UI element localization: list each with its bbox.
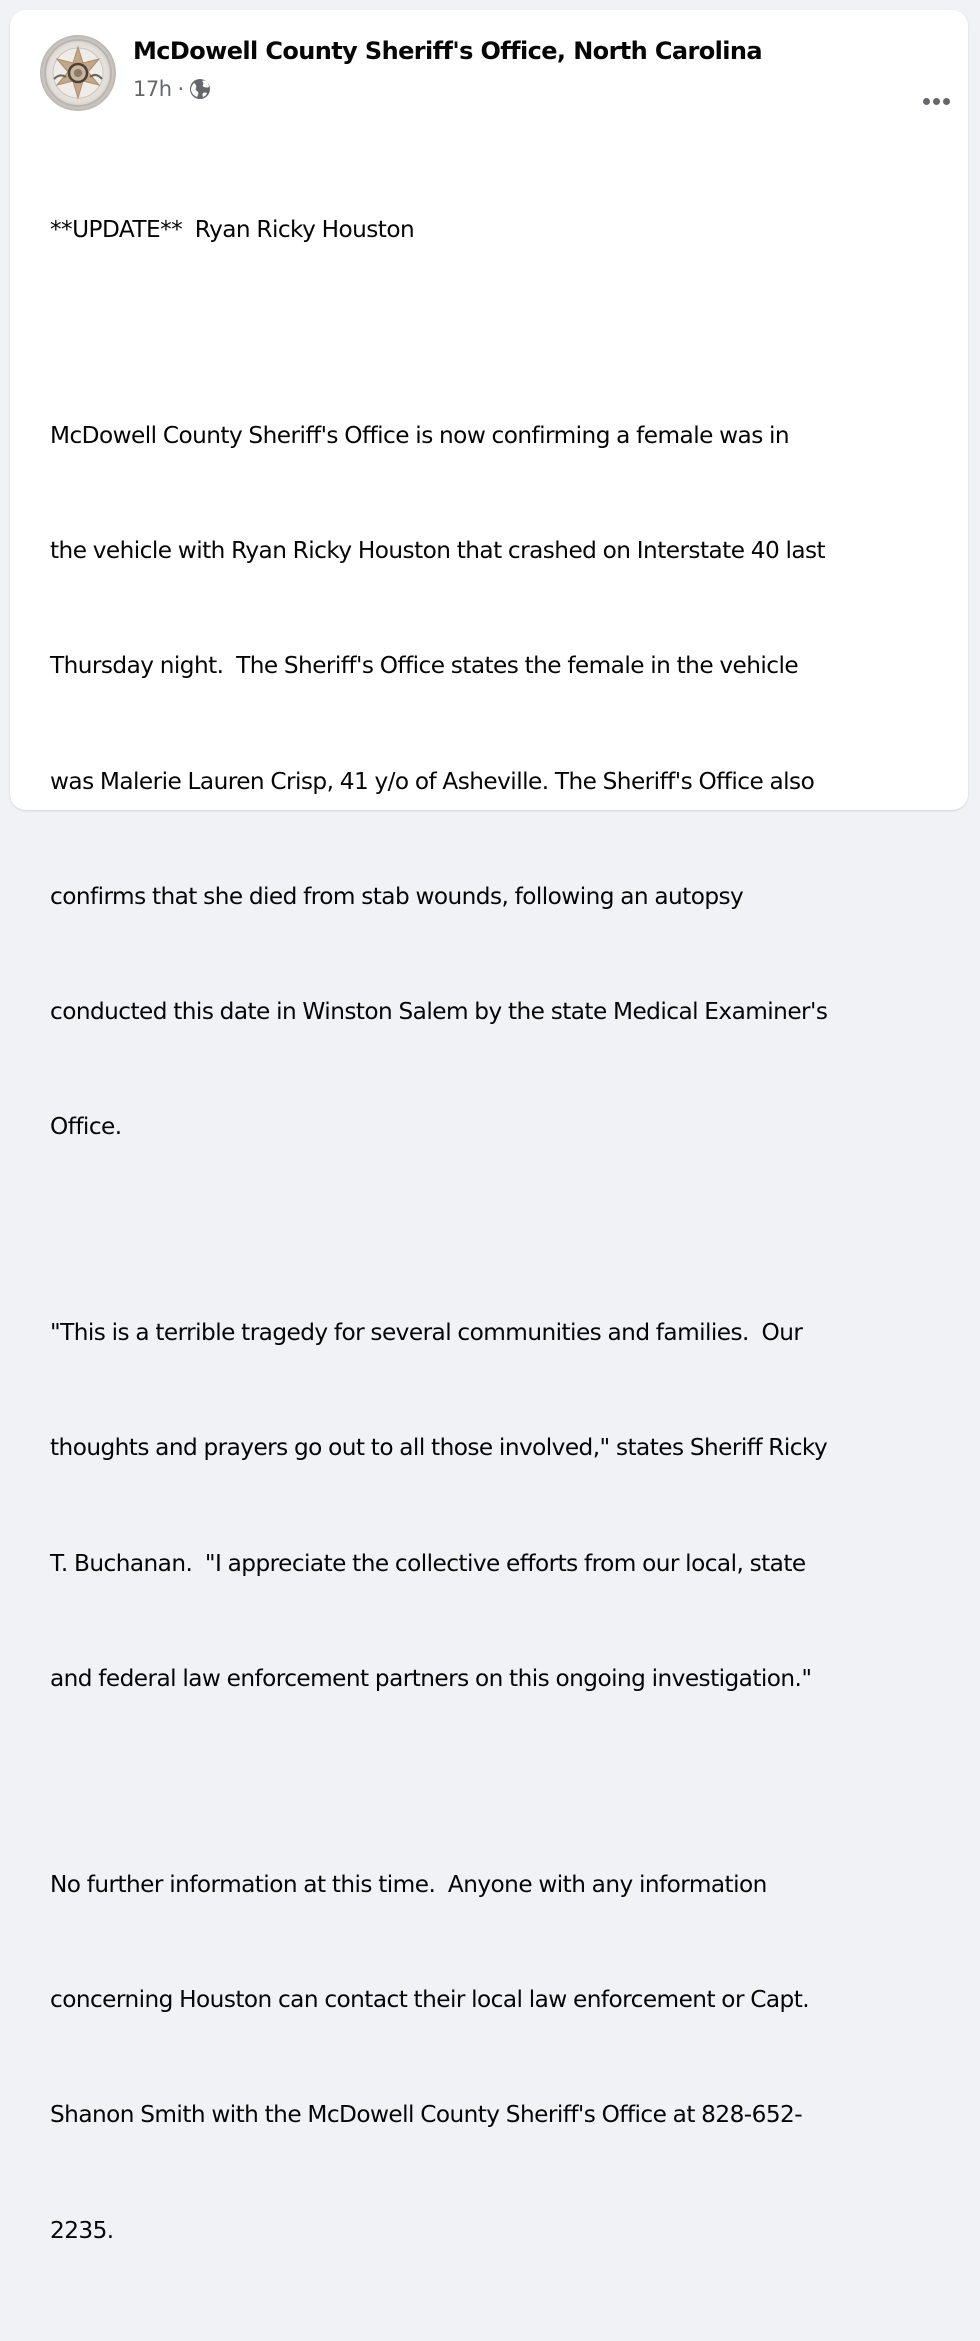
text-line: Shanon Smith with the McDowell County Sheriff's Office at 828-652- — [50, 2101, 803, 2129]
post-paragraph-contact — [50, 1789, 950, 2327]
text-line: thoughts and prayers go out to all those involved," states Sheriff Ricky — [50, 1434, 828, 1462]
post-header — [40, 35, 940, 115]
text-line: "This is a terrible tragedy for several communities and families. Our — [50, 1319, 803, 1347]
post-card — [10, 10, 968, 2244]
text-line: No further information at this time. Anyone with any information — [50, 1870, 767, 1898]
more-options-icon — [943, 98, 950, 105]
post-body — [50, 134, 950, 2341]
post-meta — [133, 77, 211, 101]
text-line: Thursday night. The Sheriff's Office states the female in the vehicle — [50, 652, 799, 680]
post-paragraph-confirmation — [50, 340, 950, 1223]
post-timestamp[interactable]: 17h — [133, 77, 172, 101]
globe-icon[interactable] — [189, 78, 211, 100]
text-line: was Malerie Lauren Crisp, 41 y/o of Asheville. The Sheriff's Office also — [50, 767, 815, 795]
author-name[interactable]: McDowell County Sheriff's Office, North Carolina — [133, 37, 762, 65]
more-options-button[interactable] — [918, 87, 954, 115]
meta-separator: · — [177, 77, 184, 101]
text-line: McDowell County Sheriff's Office is now confirming a female was in — [50, 421, 790, 449]
text-line: and federal law enforcement partners on this ongoing investigation." — [50, 1664, 812, 1692]
text-line: concerning Houston can contact their local law enforcement or Capt. — [50, 1986, 810, 2014]
text-line: conducted this date in Winston Salem by the state Medical Examiner's — [50, 997, 828, 1025]
more-options-icon — [923, 98, 930, 105]
text-line: confirms that she died from stab wounds, following an autopsy — [50, 882, 744, 910]
text-line: the vehicle with Ryan Ricky Houston that crashed on Interstate 40 last — [50, 537, 826, 565]
avatar[interactable] — [40, 35, 116, 111]
text-line: T. Buchanan. "I appreciate the collective efforts from our local, state — [50, 1549, 806, 1577]
more-options-icon — [933, 98, 940, 105]
post-paragraph-headline — [50, 134, 950, 326]
text-line: 2235. — [50, 2216, 114, 2244]
text-line: Office. — [50, 1113, 122, 1141]
post-paragraph-quote — [50, 1237, 950, 1775]
sheriff-badge-icon — [40, 35, 116, 111]
text-line: **UPDATE** Ryan Ricky Houston — [50, 215, 415, 243]
